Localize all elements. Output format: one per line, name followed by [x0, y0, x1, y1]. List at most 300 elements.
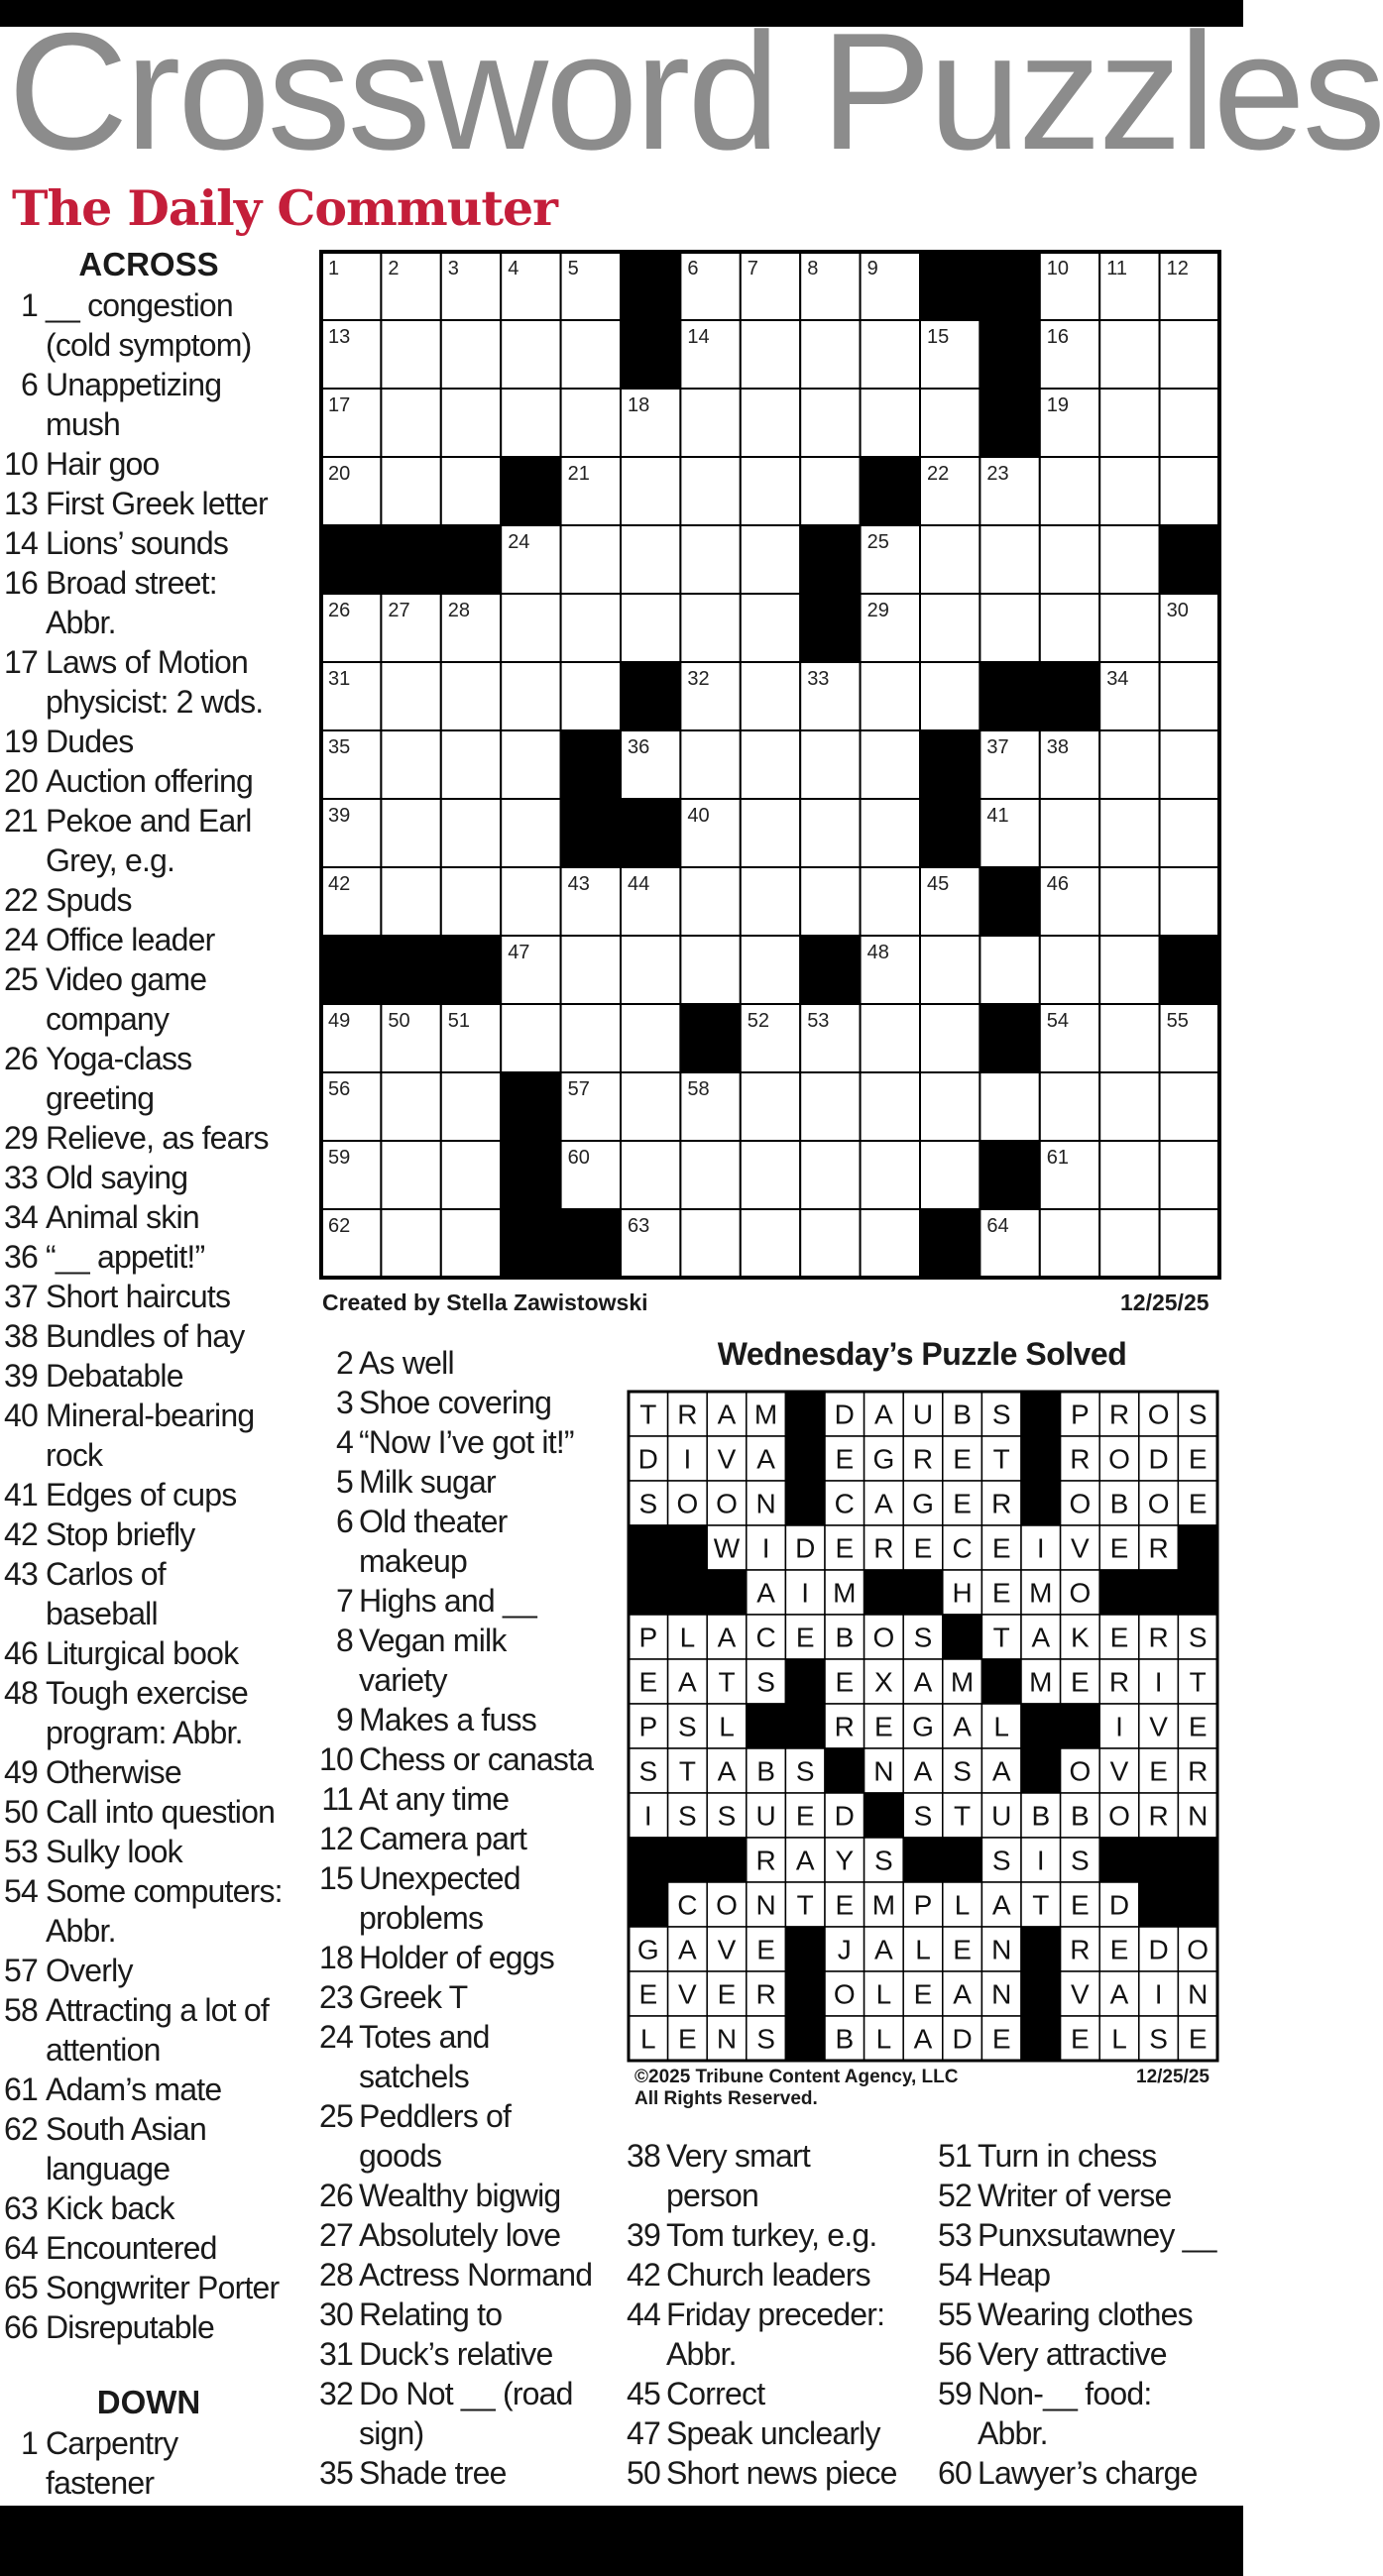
grid-cell[interactable]: [561, 662, 621, 730]
grid-cell[interactable]: [1040, 457, 1099, 525]
clue-item: [625, 2295, 885, 2372]
grid-cell[interactable]: [980, 525, 1039, 594]
solved-grid: [627, 1390, 1219, 2068]
solved-letter: M: [871, 1889, 896, 1921]
solved-letter: D: [1148, 1443, 1169, 1475]
grid-block: [920, 799, 980, 867]
grid-cell[interactable]: [621, 1072, 680, 1141]
clue-item: [315, 1462, 496, 1502]
grid-cell[interactable]: [920, 1004, 980, 1072]
solved-letter: S: [1188, 1622, 1208, 1653]
solved-letter: A: [991, 1755, 1011, 1787]
cell-number: 48: [866, 942, 889, 963]
grid-cell[interactable]: [501, 389, 560, 457]
grid-cell[interactable]: [441, 457, 501, 525]
solved-letter: A: [953, 1978, 972, 2010]
solved-letter: V: [717, 1934, 737, 1965]
grid-cell[interactable]: [441, 1141, 501, 1209]
clue-item: [4, 2070, 222, 2109]
grid-cell[interactable]: [680, 525, 740, 594]
grid-cell[interactable]: [441, 730, 501, 799]
grid-cell[interactable]: [800, 389, 860, 457]
clue-number: 60: [938, 2455, 972, 2491]
clue-item: [4, 1554, 166, 1631]
grid-cell[interactable]: [1040, 525, 1099, 594]
grid-cell[interactable]: [680, 594, 740, 662]
grid-cell[interactable]: [920, 525, 980, 594]
clue-text: [46, 1990, 269, 2070]
clue-text: [359, 1422, 574, 1462]
clue-text-line: Wealthy bigwig: [359, 2178, 561, 2213]
clue-number: 32: [319, 2376, 353, 2411]
clue-number: 14: [4, 525, 38, 561]
solved-letter: E: [953, 1443, 972, 1475]
clue-text: [46, 2268, 279, 2307]
clue-number: 33: [4, 1160, 38, 1195]
solved-block: [707, 1570, 747, 1615]
grid-cell[interactable]: [1099, 1072, 1159, 1141]
clue-text: [46, 1039, 191, 1118]
grid-cell[interactable]: [441, 1072, 501, 1141]
grid-cell[interactable]: [381, 1141, 440, 1209]
solved-block: [1061, 1704, 1100, 1748]
grid-cell[interactable]: [1099, 1141, 1159, 1209]
grid-cell[interactable]: [381, 662, 440, 730]
grid-cell[interactable]: [1099, 525, 1159, 594]
clue-text: [666, 2255, 870, 2295]
clue-text-line: Video game: [46, 961, 207, 997]
grid-cell[interactable]: [1099, 594, 1159, 662]
clue-text: [359, 2295, 502, 2334]
grid-cell[interactable]: [1099, 457, 1159, 525]
grid-cell[interactable]: [741, 525, 800, 594]
clue-text: [46, 1554, 166, 1633]
grid-cell[interactable]: [861, 730, 920, 799]
solved-letter: S: [913, 1622, 933, 1653]
solved-letter: L: [679, 1622, 696, 1653]
clue-text-line: Pekoe and Earl: [46, 803, 252, 839]
grid-block: [861, 457, 920, 525]
grid-cell[interactable]: [800, 1141, 860, 1209]
solved-block: [864, 1570, 904, 1615]
grid-cell[interactable]: [680, 730, 740, 799]
solved-letter: E: [1071, 1666, 1090, 1698]
clue-number: 57: [4, 1953, 38, 1988]
grid-cell[interactable]: [980, 594, 1039, 662]
clue-text-line: Old theater: [359, 1504, 508, 1539]
clue-text: [46, 1277, 230, 1316]
grid-cell[interactable]: [561, 320, 621, 389]
grid-block: [561, 799, 621, 867]
grid-cell[interactable]: [800, 320, 860, 389]
grid-cell[interactable]: [861, 1072, 920, 1141]
solved-letter: A: [678, 1666, 697, 1698]
puzzle-subtitle: The Daily Commuter: [12, 179, 557, 237]
solved-letter: A: [874, 1399, 893, 1430]
solved-letter: S: [756, 2023, 775, 2055]
grid-cell[interactable]: [501, 1004, 560, 1072]
clue-text-line: Short haircuts: [46, 1279, 231, 1314]
clue-item: [4, 959, 207, 1037]
grid-cell[interactable]: [1099, 936, 1159, 1004]
clue-number: 8: [336, 1623, 353, 1658]
clue-text-line: __ congestion: [46, 287, 233, 323]
clue-number: 63: [4, 2190, 38, 2226]
grid-cell[interactable]: [1099, 1004, 1159, 1072]
cell-number: 53: [807, 1010, 830, 1032]
grid-cell[interactable]: [441, 389, 501, 457]
clue-item: [4, 2228, 217, 2268]
grid-block: [501, 1072, 560, 1141]
clue-number: 1: [21, 2425, 38, 2461]
grid-cell[interactable]: [800, 1072, 860, 1141]
solved-letter: R: [1108, 1666, 1130, 1698]
grid-block: [501, 457, 560, 525]
solved-block: [785, 1436, 825, 1481]
clue-text-line: First Greek letter: [46, 486, 268, 521]
grid-cell[interactable]: [441, 799, 501, 867]
solved-letter: I: [801, 1577, 810, 1609]
clue-text: [46, 285, 252, 365]
clue-number: 26: [319, 2178, 353, 2213]
clue-item: [4, 1356, 183, 1396]
grid-cell[interactable]: [741, 320, 800, 389]
grid-cell[interactable]: [861, 867, 920, 936]
clue-text-line: Camera part: [359, 1821, 527, 1856]
solved-letter: A: [756, 1443, 775, 1475]
grid-block: [800, 525, 860, 594]
clue-text-line: Spuds: [46, 882, 132, 918]
clue-text-line: sign): [359, 2415, 424, 2451]
grid-cell[interactable]: [441, 662, 501, 730]
grid-cell[interactable]: [1040, 799, 1099, 867]
solved-block: [668, 1838, 708, 1882]
cell-number: 43: [567, 873, 590, 895]
clue-text-line: makeup: [359, 1543, 468, 1579]
clue-item: [315, 2017, 490, 2094]
clue-text: [46, 444, 160, 484]
clue-text: [46, 1673, 248, 1752]
grid-cell[interactable]: [561, 389, 621, 457]
solved-block: [1021, 1748, 1061, 1793]
grid-block: [381, 525, 440, 594]
grid-cell[interactable]: [1160, 389, 1219, 457]
cell-number: 7: [747, 258, 758, 280]
cell-number: 25: [866, 531, 889, 553]
grid-cell[interactable]: [501, 867, 560, 936]
grid-cell[interactable]: [741, 799, 800, 867]
grid-cell[interactable]: [861, 320, 920, 389]
solved-letter: E: [1188, 2023, 1208, 2055]
solved-letter: N: [991, 1978, 1012, 2010]
solved-letter: S: [1071, 1845, 1090, 1876]
grid-cell[interactable]: [1040, 594, 1099, 662]
grid-cell[interactable]: [501, 594, 560, 662]
clue-text: [46, 365, 221, 444]
grid-cell[interactable]: [800, 1209, 860, 1278]
solved-block: [785, 1392, 825, 1436]
cell-number: 24: [508, 531, 530, 553]
grid-cell[interactable]: [741, 594, 800, 662]
cell-number: 9: [866, 258, 878, 280]
solved-letter: X: [874, 1666, 893, 1698]
clue-text-line: Abbr.: [666, 2336, 737, 2372]
grid-cell[interactable]: [1160, 799, 1219, 867]
grid-cell[interactable]: [561, 525, 621, 594]
clue-text: [359, 2453, 507, 2493]
solved-letter: L: [954, 1889, 971, 1921]
grid-cell[interactable]: [1160, 320, 1219, 389]
clue-text: [359, 1502, 508, 1581]
grid-block: [680, 1004, 740, 1072]
grid-cell[interactable]: [441, 1209, 501, 1278]
clue-item: [4, 2188, 174, 2228]
grid-cell[interactable]: [501, 730, 560, 799]
solved-letter: E: [638, 1666, 658, 1698]
grid-cell[interactable]: [680, 457, 740, 525]
grid-cell[interactable]: [1040, 1209, 1099, 1278]
grid-cell[interactable]: [680, 1209, 740, 1278]
grid-cell[interactable]: [1160, 1209, 1219, 1278]
clue-number: 9: [336, 1702, 353, 1737]
clue-text-line: Disreputable: [46, 2309, 215, 2345]
clue-number: 38: [627, 2138, 660, 2174]
solved-letter: T: [1032, 1889, 1050, 1921]
clue-text: [359, 1779, 509, 1819]
clue-text-line: Broad street:: [46, 565, 217, 601]
grid-cell[interactable]: [920, 389, 980, 457]
grid-cell[interactable]: [741, 1072, 800, 1141]
solved-letter: O: [872, 1622, 895, 1653]
grid-cell[interactable]: [381, 1209, 440, 1278]
grid-cell[interactable]: [1099, 799, 1159, 867]
grid-cell[interactable]: [381, 867, 440, 936]
clue-text-line: Unexpected: [359, 1860, 520, 1896]
solved-block: [785, 2016, 825, 2061]
clue-item: [315, 1621, 507, 1698]
grid-cell[interactable]: [381, 730, 440, 799]
solved-block: [864, 1793, 904, 1838]
cell-number: 4: [508, 258, 519, 280]
solved-letter: O: [1187, 1934, 1210, 1965]
grid-cell[interactable]: [861, 1004, 920, 1072]
solved-letter: O: [1108, 1443, 1130, 1475]
clue-number: 36: [4, 1239, 38, 1275]
solved-letter: G: [872, 1443, 895, 1475]
clue-number: 54: [938, 2257, 972, 2293]
solved-letter: B: [756, 1755, 775, 1787]
cell-number: 38: [1046, 736, 1070, 758]
clue-text: [46, 484, 268, 523]
clue-text: [46, 2228, 217, 2268]
cell-number: 13: [328, 326, 351, 348]
cell-number: 47: [508, 942, 530, 963]
grid-cell[interactable]: [1040, 936, 1099, 1004]
grid-cell[interactable]: [621, 457, 680, 525]
grid-block: [621, 799, 680, 867]
grid-block: [920, 252, 980, 320]
clue-number: 41: [4, 1477, 38, 1512]
grid-cell[interactable]: [861, 799, 920, 867]
clue-item: [4, 722, 134, 761]
clue-number: 45: [627, 2376, 660, 2411]
grid-cell[interactable]: [800, 457, 860, 525]
grid-cell[interactable]: [741, 1141, 800, 1209]
clue-text: [666, 2453, 897, 2493]
grid-cell[interactable]: [381, 799, 440, 867]
clue-text-line: Abbr.: [46, 605, 116, 640]
grid-cell[interactable]: [1099, 320, 1159, 389]
grid-cell[interactable]: [741, 1209, 800, 1278]
grid-cell[interactable]: [621, 594, 680, 662]
clue-number: 26: [4, 1041, 38, 1076]
grid-cell[interactable]: [1160, 867, 1219, 936]
clue-number: 42: [4, 1516, 38, 1552]
cell-number: 17: [328, 394, 351, 416]
clue-text: [359, 1700, 536, 1739]
solved-letter: T: [992, 1443, 1010, 1475]
grid-cell[interactable]: [861, 389, 920, 457]
grid-cell[interactable]: [1040, 1072, 1099, 1141]
grid-cell[interactable]: [800, 799, 860, 867]
solved-block: [1021, 1436, 1061, 1481]
clue-item: [4, 444, 160, 484]
clue-text: [359, 1938, 554, 1977]
grid-cell[interactable]: [920, 936, 980, 1004]
clue-item: [934, 2374, 1152, 2451]
solved-letter: O: [716, 1488, 738, 1519]
clue-item: [4, 1316, 245, 1356]
grid-cell[interactable]: [561, 936, 621, 1004]
clue-item: [315, 1938, 554, 1977]
grid-cell[interactable]: [800, 867, 860, 936]
grid-cell[interactable]: [381, 320, 440, 389]
cell-number: 36: [628, 736, 650, 758]
grid-cell[interactable]: [561, 1004, 621, 1072]
solved-letter: R: [873, 1532, 894, 1564]
grid-cell[interactable]: [1099, 867, 1159, 936]
grid-cell[interactable]: [381, 1072, 440, 1141]
clue-number: 31: [319, 2336, 353, 2372]
grid-cell[interactable]: [501, 320, 560, 389]
grid-cell[interactable]: [1160, 1141, 1219, 1209]
grid-block: [1040, 662, 1099, 730]
grid-cell[interactable]: [980, 1072, 1039, 1141]
clue-item: [315, 1581, 536, 1621]
clue-text: [46, 523, 228, 563]
cell-number: 42: [328, 873, 351, 895]
clue-text: [46, 642, 263, 722]
solved-letter: J: [837, 1934, 852, 1965]
solved-letter: O: [1069, 1755, 1092, 1787]
grid-cell[interactable]: [1099, 389, 1159, 457]
grid-cell[interactable]: [621, 936, 680, 1004]
grid-cell[interactable]: [920, 1141, 980, 1209]
grid-block: [920, 730, 980, 799]
solved-letter: R: [1148, 1622, 1169, 1653]
grid-cell[interactable]: [741, 730, 800, 799]
clue-text-line: Kick back: [46, 2190, 174, 2226]
grid-cell[interactable]: [680, 1141, 740, 1209]
grid-cell[interactable]: [1099, 730, 1159, 799]
grid-cell[interactable]: [621, 525, 680, 594]
grid-cell[interactable]: [561, 594, 621, 662]
grid-cell[interactable]: [441, 320, 501, 389]
grid-cell[interactable]: [1160, 1072, 1219, 1141]
grid-cell[interactable]: [1160, 662, 1219, 730]
solved-letter: S: [678, 1800, 697, 1832]
clue-text: [46, 1832, 182, 1871]
grid-cell[interactable]: [501, 662, 560, 730]
grid-cell[interactable]: [381, 457, 440, 525]
clue-text-line: Lions’ sounds: [46, 525, 229, 561]
crossword-grid[interactable]: [319, 250, 1221, 1280]
grid-cell[interactable]: [741, 867, 800, 936]
solved-letter: T: [954, 1800, 972, 1832]
clue-text: [359, 2176, 560, 2215]
grid-cell[interactable]: [680, 867, 740, 936]
clue-text: [359, 1858, 520, 1938]
grid-cell[interactable]: [980, 936, 1039, 1004]
grid-cell[interactable]: [741, 936, 800, 1004]
grid-cell[interactable]: [1160, 457, 1219, 525]
grid-cell[interactable]: [861, 1141, 920, 1209]
grid-cell[interactable]: [800, 730, 860, 799]
solved-block: [1021, 1481, 1061, 1525]
grid-cell[interactable]: [920, 662, 980, 730]
cell-number: 21: [567, 463, 590, 485]
clue-number: 38: [4, 1318, 38, 1354]
grid-cell[interactable]: [680, 936, 740, 1004]
clue-item: [4, 1514, 195, 1554]
grid-cell[interactable]: [381, 389, 440, 457]
grid-cell[interactable]: [1160, 730, 1219, 799]
grid-cell[interactable]: [501, 799, 560, 867]
grid-cell[interactable]: [920, 1072, 980, 1141]
grid-block: [1160, 525, 1219, 594]
solved-block: [629, 1882, 668, 1927]
solved-letter: E: [638, 1978, 658, 2010]
clue-text: [359, 2255, 592, 2295]
solved-letter: M: [833, 1577, 857, 1609]
grid-cell[interactable]: [680, 389, 740, 457]
cell-number: 33: [807, 668, 830, 690]
clue-number: 53: [4, 1834, 38, 1869]
grid-cell[interactable]: [1099, 1209, 1159, 1278]
grid-cell[interactable]: [920, 594, 980, 662]
grid-cell[interactable]: [861, 1209, 920, 1278]
grid-cell[interactable]: [621, 1004, 680, 1072]
grid-cell[interactable]: [741, 457, 800, 525]
crossword-grid-svg: [319, 250, 1221, 1280]
clue-item: [315, 2374, 573, 2451]
cell-number: 8: [807, 258, 819, 280]
solved-letter: E: [1149, 1755, 1168, 1787]
clue-text: [666, 2295, 884, 2374]
solved-letter: B: [835, 1622, 855, 1653]
grid-cell[interactable]: [741, 389, 800, 457]
grid-cell[interactable]: [621, 1141, 680, 1209]
solved-letter: B: [953, 1399, 972, 1430]
grid-cell[interactable]: [441, 867, 501, 936]
clue-text-line: Holder of eggs: [359, 1940, 554, 1975]
clue-text: [359, 1343, 454, 1383]
grid-cell[interactable]: [861, 662, 920, 730]
grid-cell[interactable]: [741, 662, 800, 730]
cell-number: 58: [687, 1078, 710, 1100]
clue-number: 43: [4, 1556, 38, 1592]
clue-text: [978, 2374, 1151, 2453]
